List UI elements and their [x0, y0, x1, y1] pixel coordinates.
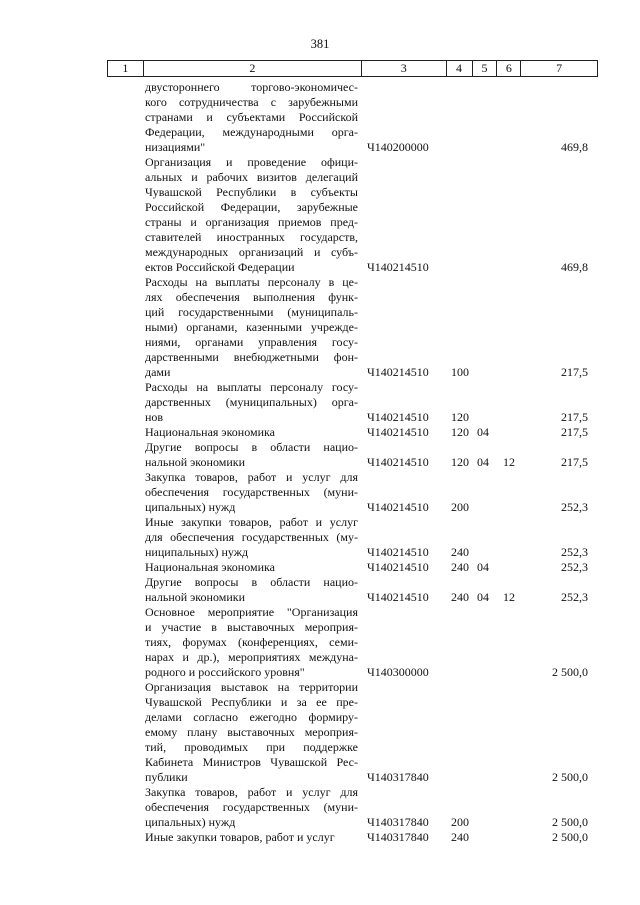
row-col-4: 240: [451, 590, 469, 604]
description-line: Закупка товаров, работ и услуг для: [145, 785, 358, 799]
row-amount: 252,3: [561, 560, 588, 574]
row-col-5: 04: [477, 425, 489, 439]
row-code: Ч140214510: [367, 545, 429, 559]
description-line: странами и субъектами Российской: [145, 110, 358, 124]
header-col-6: 6: [497, 61, 521, 76]
row-col-6: 12: [503, 590, 515, 604]
row-description: [145, 470, 358, 515]
row-code: Ч140214510: [367, 260, 429, 274]
row-amount: 252,3: [561, 590, 588, 604]
table-row: [0, 440, 640, 470]
row-code: Ч140214510: [367, 500, 429, 514]
row-amount: 252,3: [561, 545, 588, 559]
description-line: Расходы на выплаты персоналу в це-: [145, 275, 358, 289]
description-line: публики: [145, 770, 188, 784]
row-code: Ч140200000: [367, 140, 429, 154]
description-line: Организация выставок на территории: [145, 680, 358, 694]
description-line: обеспечения государственных (муни-: [145, 485, 358, 499]
description-line: нальной экономики: [145, 455, 245, 469]
table-row: [0, 680, 640, 785]
description-line: лях обеспечения выполнения функ-: [145, 290, 358, 304]
row-code: Ч140214510: [367, 425, 429, 439]
description-line: Другие вопросы в области нацио-: [145, 440, 358, 454]
row-description: [145, 155, 358, 275]
row-col-5: 04: [477, 590, 489, 604]
description-line: нарах и др.), мероприятиях междуна-: [145, 650, 358, 664]
row-description: [145, 680, 358, 785]
row-col-5: 04: [477, 560, 489, 574]
description-line: ниями, органами управления госу-: [145, 335, 358, 349]
header-col-3: 3: [362, 61, 447, 76]
description-line: альных и рабочих визитов делегаций: [145, 170, 358, 184]
description-line: Иные закупки товаров, работ и услуг: [145, 830, 335, 844]
row-description: [145, 275, 358, 380]
row-code: Ч140214510: [367, 455, 429, 469]
row-amount: 252,3: [561, 500, 588, 514]
table-row: [0, 575, 640, 605]
table-body: [0, 80, 640, 845]
table-row: [0, 470, 640, 515]
header-col-4: 4: [447, 61, 473, 76]
page-number: 381: [310, 37, 330, 51]
description-line: международных организаций и субъ-: [145, 245, 358, 259]
row-amount: 469,8: [561, 140, 588, 154]
row-code: Ч140214510: [367, 560, 429, 574]
row-amount: 469,8: [561, 260, 588, 274]
header-col-2: 2: [144, 61, 362, 76]
description-line: дами: [145, 365, 171, 379]
row-code: Ч140317840: [367, 815, 429, 829]
description-line: Другие вопросы в области нацио-: [145, 575, 358, 589]
row-col-4: 100: [451, 365, 469, 379]
table-row: [0, 425, 640, 440]
header-col-1: 1: [108, 61, 144, 76]
description-line: ниципальных) нужд: [145, 545, 249, 559]
row-description: [145, 605, 358, 680]
row-description: [145, 425, 358, 440]
table-row: [0, 80, 640, 155]
row-amount: 2 500,0: [552, 770, 588, 784]
row-col-4: 200: [451, 500, 469, 514]
row-col-4: 240: [451, 830, 469, 844]
description-line: ектов Российской Федерации: [145, 260, 295, 274]
description-line: ципальных) нужд: [145, 500, 236, 514]
description-line: обеспечения государственных (муни-: [145, 800, 358, 814]
row-col-5: 04: [477, 455, 489, 469]
row-col-4: 120: [451, 455, 469, 469]
row-col-6: 12: [503, 455, 515, 469]
row-code: Ч140317840: [367, 770, 429, 784]
row-col-4: 240: [451, 545, 469, 559]
row-description: [145, 575, 358, 605]
description-line: Кабинета Министров Чувашской Рес-: [145, 755, 358, 769]
table-row: [0, 785, 640, 830]
description-line: Федерации, международными орга-: [145, 125, 358, 139]
description-line: дарственными внебюджетными фон-: [145, 350, 358, 364]
description-line: Организация и проведение офици-: [145, 155, 358, 169]
description-line: и участие в выставочных мероприя-: [145, 620, 358, 634]
description-line: Основное мероприятие "Организация: [145, 605, 358, 619]
description-line: нов: [145, 410, 164, 424]
table-row: [0, 830, 640, 845]
row-description: [145, 440, 358, 470]
row-description: [145, 80, 358, 155]
row-code: Ч140300000: [367, 665, 429, 679]
description-line: нальной экономики: [145, 590, 245, 604]
row-amount: 2 500,0: [552, 830, 588, 844]
description-line: тиях, форумах (конференциях, семи-: [145, 635, 358, 649]
description-line: Расходы на выплаты персоналу госу-: [145, 380, 358, 394]
table-row: [0, 380, 640, 425]
description-line: для обеспечения государственных (му-: [145, 530, 358, 544]
row-amount: 217,5: [561, 455, 588, 469]
row-col-4: 120: [451, 425, 469, 439]
row-code: Ч140214510: [367, 590, 429, 604]
row-description: [145, 830, 358, 845]
description-line: ными) органами, казенными учрежде-: [145, 320, 358, 334]
description-line: емому плану выставочных мероприя-: [145, 725, 358, 739]
table-row: [0, 605, 640, 680]
table-row: [0, 515, 640, 560]
description-line: Иные закупки товаров, работ и услуг: [145, 515, 358, 529]
description-line: Чувашской Республики и за ее пре-: [145, 695, 358, 709]
description-line: Национальная экономика: [145, 560, 275, 574]
header-col-7: 7: [556, 61, 563, 75]
description-line: родного и российского уровня": [145, 665, 305, 679]
row-description: [145, 380, 358, 425]
description-line: делами согласно ежегодно формиру-: [145, 710, 358, 724]
table-row: [0, 155, 640, 275]
description-line: ций государственными (муниципаль-: [145, 305, 358, 319]
row-code: Ч140214510: [367, 410, 429, 424]
description-line: Национальная экономика: [145, 425, 275, 439]
row-code: Ч140214510: [367, 365, 429, 379]
table-row: [0, 275, 640, 380]
description-line: Закупка товаров, работ и услуг для: [145, 470, 358, 484]
description-line: низациями": [145, 140, 206, 154]
header-col-5: 5: [473, 61, 498, 76]
row-amount: 2 500,0: [552, 665, 588, 679]
row-col-4: 240: [451, 560, 469, 574]
description-line: кого сотрудничества с зарубежными: [145, 95, 358, 109]
table-header: [107, 60, 598, 77]
row-amount: 217,5: [561, 410, 588, 424]
description-line: ципальных) нужд: [145, 815, 236, 829]
row-description: [145, 515, 358, 560]
row-code: Ч140317840: [367, 830, 429, 844]
description-line: Российской Федерации, зарубежные: [145, 200, 358, 214]
description-line: двустороннего торгово-экономичес-: [145, 80, 358, 94]
table-row: [0, 560, 640, 575]
row-col-4: 120: [451, 410, 469, 424]
row-amount: 217,5: [561, 365, 588, 379]
row-description: [145, 785, 358, 830]
description-line: тий, проводимых при поддержке: [145, 740, 358, 754]
row-col-4: 200: [451, 815, 469, 829]
row-amount: 2 500,0: [552, 815, 588, 829]
description-line: ставителей иностранных государств,: [145, 230, 358, 244]
row-description: [145, 560, 358, 575]
description-line: дарственных (муниципальных) орга-: [145, 395, 358, 409]
description-line: Чувашской Республики в субъекты: [145, 185, 358, 199]
row-amount: 217,5: [561, 425, 588, 439]
description-line: страны и организация приемов пред-: [145, 215, 358, 229]
